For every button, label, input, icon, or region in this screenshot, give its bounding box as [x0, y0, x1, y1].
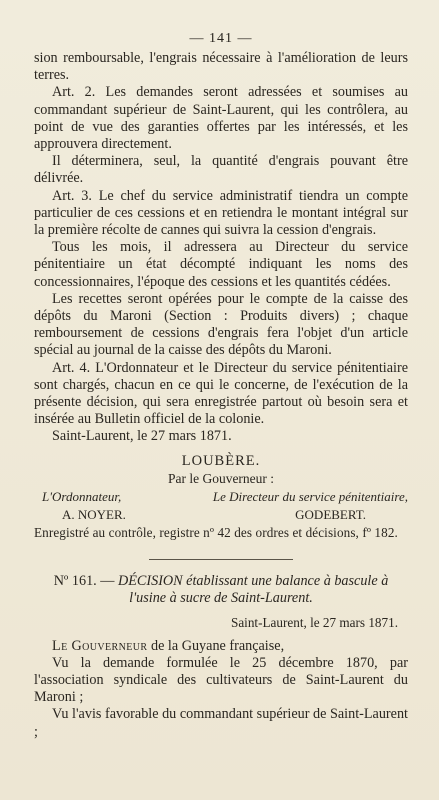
decision-heading	[34, 573, 408, 608]
signatory-titles-row	[34, 488, 408, 506]
paragraph-vu-avis: Vu l'avis favorable du commandant supérieur de Saint-Laurent ;	[34, 706, 408, 740]
paragraph-vu-demande: Vu la demande formulée le 25 décembre 1870, par l'association syndicale des cultivateurs de Saint-Laurent du Maroni ;	[34, 654, 408, 706]
paragraph-monthly-report: Tous les mois, il adressera au Directeur du service pénitentiaire un état décompté indiquant les noms des concessionnaires, l'époque des cessions et les quantités cédées.	[34, 239, 408, 290]
paragraph-art-2: Art. 2. Les demandes seront adressées et soumises au commandant supérieur de Saint-Laurent, qui les contrôlera, au point de vue des garanties offertes par les intéressés, et les approuvera directement.	[34, 84, 408, 153]
director-title: Le Directeur du service pénitentiaire,	[212, 488, 408, 504]
registration-line: Enregistré au contrôle, registre nº 42 des ordres et décisions, fº 182.	[34, 524, 398, 540]
paragraph-continued: sion remboursable, l'engrais nécessaire à l'amélioration de leurs terres.	[34, 50, 408, 84]
page-number: — 141 —	[189, 31, 253, 46]
paragraph-art-3: Art. 3. Le chef du service administratif tiendra un compte particulier de ces cessions et en retiendra le montant intégral sur la première récolte de cannes qui suivra la cession d'engrais.	[34, 187, 408, 239]
decision-body-continued	[34, 50, 408, 446]
paragraph-quantity: Il déterminera, seul, la quantité d'engrais pouvant être délivrée.	[34, 153, 408, 187]
signatory-names-row	[34, 506, 408, 524]
section-divider	[149, 559, 293, 560]
ordonnateur-name: A. NOYER.	[62, 506, 126, 522]
paragraph-receipts: Les recettes seront opérées pour le compte de la caisse des dépôts du Maroni (Section : Produits divers) ; chaque remboursement de cessions d'engrais fera l'objet d'un article spécial au journal de la caisse des dépôts du Maroni.	[34, 290, 408, 359]
signer-name: LOUBÈRE.	[181, 452, 261, 469]
director-name: GODEBERT.	[295, 506, 366, 522]
governor-intro-rest: de la Guyane française,	[147, 637, 285, 654]
place-date-line: Saint-Laurent, le 27 mars 1871.	[52, 428, 232, 445]
decision-place-date: Saint-Laurent, le 27 mars 1871.	[230, 614, 398, 630]
ordonnateur-title: L'Ordonnateur,	[42, 488, 122, 504]
decision-body	[34, 638, 408, 741]
paragraph-art-4: Art. 4. L'Ordonnateur et le Directeur du service pénitentiaire sont chargés, chacun en ce qui le concerne, de l'exécution de la présente décision, qui sera enregistrée partout où besoin sera et insérée au Bulletin officiel de la colonie.	[34, 359, 408, 428]
decision-title: DÉCISION établissant une balance à bascule à l'usine à sucre de Saint-Laurent.	[118, 572, 389, 607]
by-governor-line: Par le Gouverneur :	[167, 470, 275, 486]
governor-intro	[34, 638, 408, 655]
decision-number: Nº 161. —	[53, 572, 115, 589]
governor-label: Le Gouverneur	[52, 637, 148, 654]
